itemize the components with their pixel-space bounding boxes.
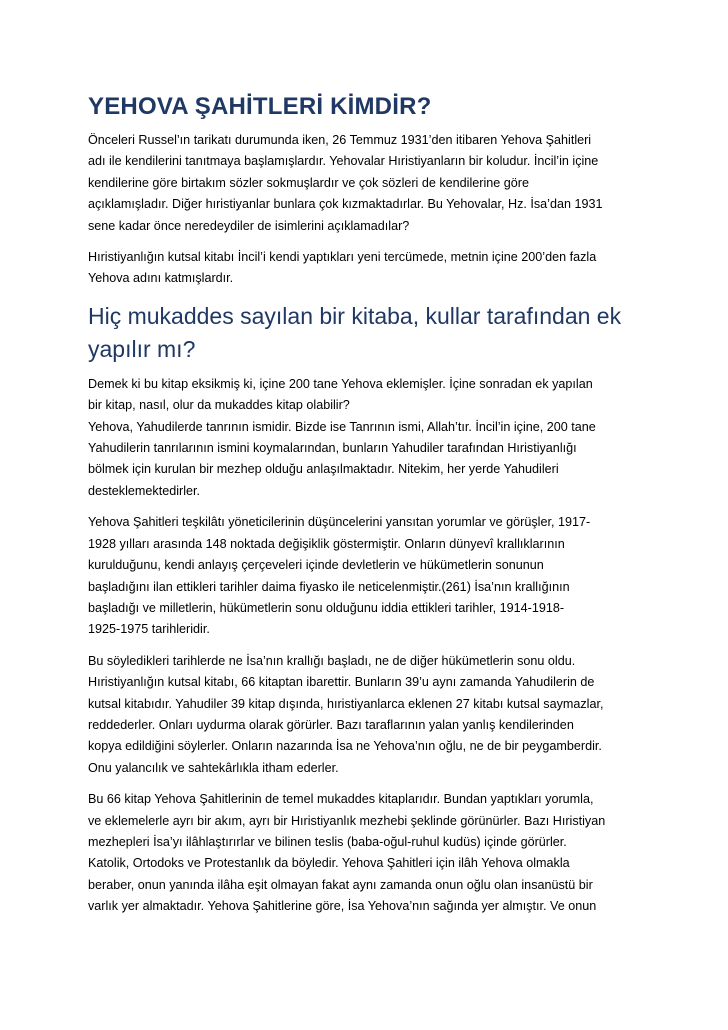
- text-line: ve eklemelerle ayrı bir akım, ayrı bir Hıristiyanlık mezhebi şeklinde görünürler. Bazı Hıristiyan: [88, 813, 606, 828]
- text-line: Demek ki bu kitap eksikmiş ki, içine 200 tane Yehova eklemişler. İçine sonradan ek yapılan: [88, 376, 593, 391]
- text-line: 1925-1975 tarihleridir.: [88, 622, 210, 637]
- text-line: mezhepleri İsa’yı ilâhlaştırırlar ve bilinen teslis (baba-oğul-ruhul kudüs) içinde görürler.: [88, 834, 567, 849]
- heading-line: Hiç mukaddes sayılan bir kitaba, kullar tarafından ek: [88, 302, 622, 329]
- text-line: Yahudilerin tanrılarının ismini koymalarından, bunların Yahudiler tarafından Hıristiyanlığı: [88, 441, 577, 456]
- text-line: sene kadar önce neredeydiler de isimlerini açıklamadılar?: [88, 218, 410, 233]
- text-line: Yehova Şahitleri teşkilâtı yöneticilerinin düşüncelerini yansıtan yorumlar ve görüşler, 1917-: [88, 515, 591, 530]
- text-line: bir kitap, nasıl, olur da mukaddes kitap olabilir?: [88, 398, 350, 413]
- paragraph: [88, 789, 648, 917]
- text-line: Bu söyledikleri tarihlerde ne İsa’nın krallığı başladı, ne de diğer hükümetlerin sonu oldu.: [88, 653, 576, 668]
- section-heading: [88, 300, 648, 366]
- text-line: reddederler. Onları uydurma olarak görürler. Bazı taraflarının yalan yanlış kendilerinden: [88, 717, 574, 732]
- text-line: Onu yalancılık ve sahtekârlıkla itham ederler.: [88, 760, 339, 775]
- text-line: bölmek için kurulan bir mezhep olduğu anlaşılmaktadır. Nitekim, her yerde Yahudileri: [88, 462, 559, 477]
- document-page: [88, 92, 648, 928]
- paragraph: [88, 130, 648, 237]
- text-line: açıklamışladır. Diğer hıristiyanlar bunlara çok kızmaktadırlar. Bu Yehovalar, Hz. İsa’dan 1931: [88, 197, 603, 212]
- text-line: kendilerine göre birtakım sözler sokmuşlardır ve çok sözleri de kendilerine göre: [88, 175, 529, 190]
- intro-section: [88, 130, 648, 290]
- text-line: Katolik, Ortodoks ve Protestanlık da böyledir. Yehova Şahitleri için ilâh Yehova olmakla: [88, 856, 570, 871]
- text-line: Hıristiyanlığın kutsal kitabı, 66 kitaptan ibarettir. Bunların 39’u aynı zamanda Yahudilerin de: [88, 675, 595, 690]
- text-line: adı ile kendilerini tanıtmaya başlamışlardır. Yehovalar Hıristiyanların bir koludur. İncil’in içine: [88, 154, 599, 169]
- text-line: başladığını ilan ettikleri tarihler daima fiyasko ile neticelenmiştir.(261) İsa’nın krallığının: [88, 579, 570, 594]
- text-line: beraber, onun yanında ilâha eşit olmayan fakat aynı zamanda onun oğlu olan insanüstü bir: [88, 877, 593, 892]
- text-line: kopya edildiğini söylerler. Onların nazarında İsa ne Yehova’nın oğlu, ne de bir peygamberdir.: [88, 739, 602, 754]
- paragraph: [88, 374, 648, 502]
- text-line: Bu 66 kitap Yehova Şahitlerinin de temel mukaddes kitaplarıdır. Bundan yaptıkları yorumla,: [88, 792, 594, 807]
- text-line: desteklemektedirler.: [88, 483, 200, 498]
- text-line: kutsal kitabıdır. Yahudiler 39 kitap dışında, hıristiyanlarca eklenen 27 kitabı kutsal saymazlar,: [88, 696, 604, 711]
- paragraph: [88, 512, 648, 640]
- text-line: varlık yer almaktadır. Yehova Şahitlerine göre, İsa Yehova’nın sağında yer almıştır. Ve onun: [88, 899, 597, 914]
- text-line: başladığı ve milletlerin, hükümetlerin sonu olduğunu iddia ettikleri tarihler, 1914-1918-: [88, 600, 565, 615]
- paragraph: [88, 651, 648, 779]
- heading-line: yapılır mı?: [88, 335, 196, 362]
- text-line: 1928 yılları arasında 148 noktada değişiklik göstermiştir. Onların dünyevî krallıklarının: [88, 536, 565, 551]
- text-line: Yehova adını katmışlardır.: [88, 271, 234, 286]
- body-section: [88, 374, 648, 918]
- text-line: Önceleri Russel’ın tarikatı durumunda iken, 26 Temmuz 1931’den itibaren Yehova Şahitleri: [88, 133, 592, 147]
- text-line: Hıristiyanlığın kutsal kitabı İncil’i kendi yaptıkları yeni tercümede, metnin içine 200’den fazla: [88, 250, 597, 265]
- text-line: kurulduğunu, kendi anlayış çerçeveleri içinde devletlerin ve hükümetlerin sonunun: [88, 558, 544, 573]
- page-title: YEHOVA ŞAHİTLERİ KİMDİR?: [88, 93, 432, 120]
- paragraph: [88, 247, 648, 290]
- text-line: Yehova, Yahudilerde tanrının ismidir. Bizde ise Tanrının ismi, Allah’tır. İncil’in içine, 200 tane: [88, 419, 596, 434]
